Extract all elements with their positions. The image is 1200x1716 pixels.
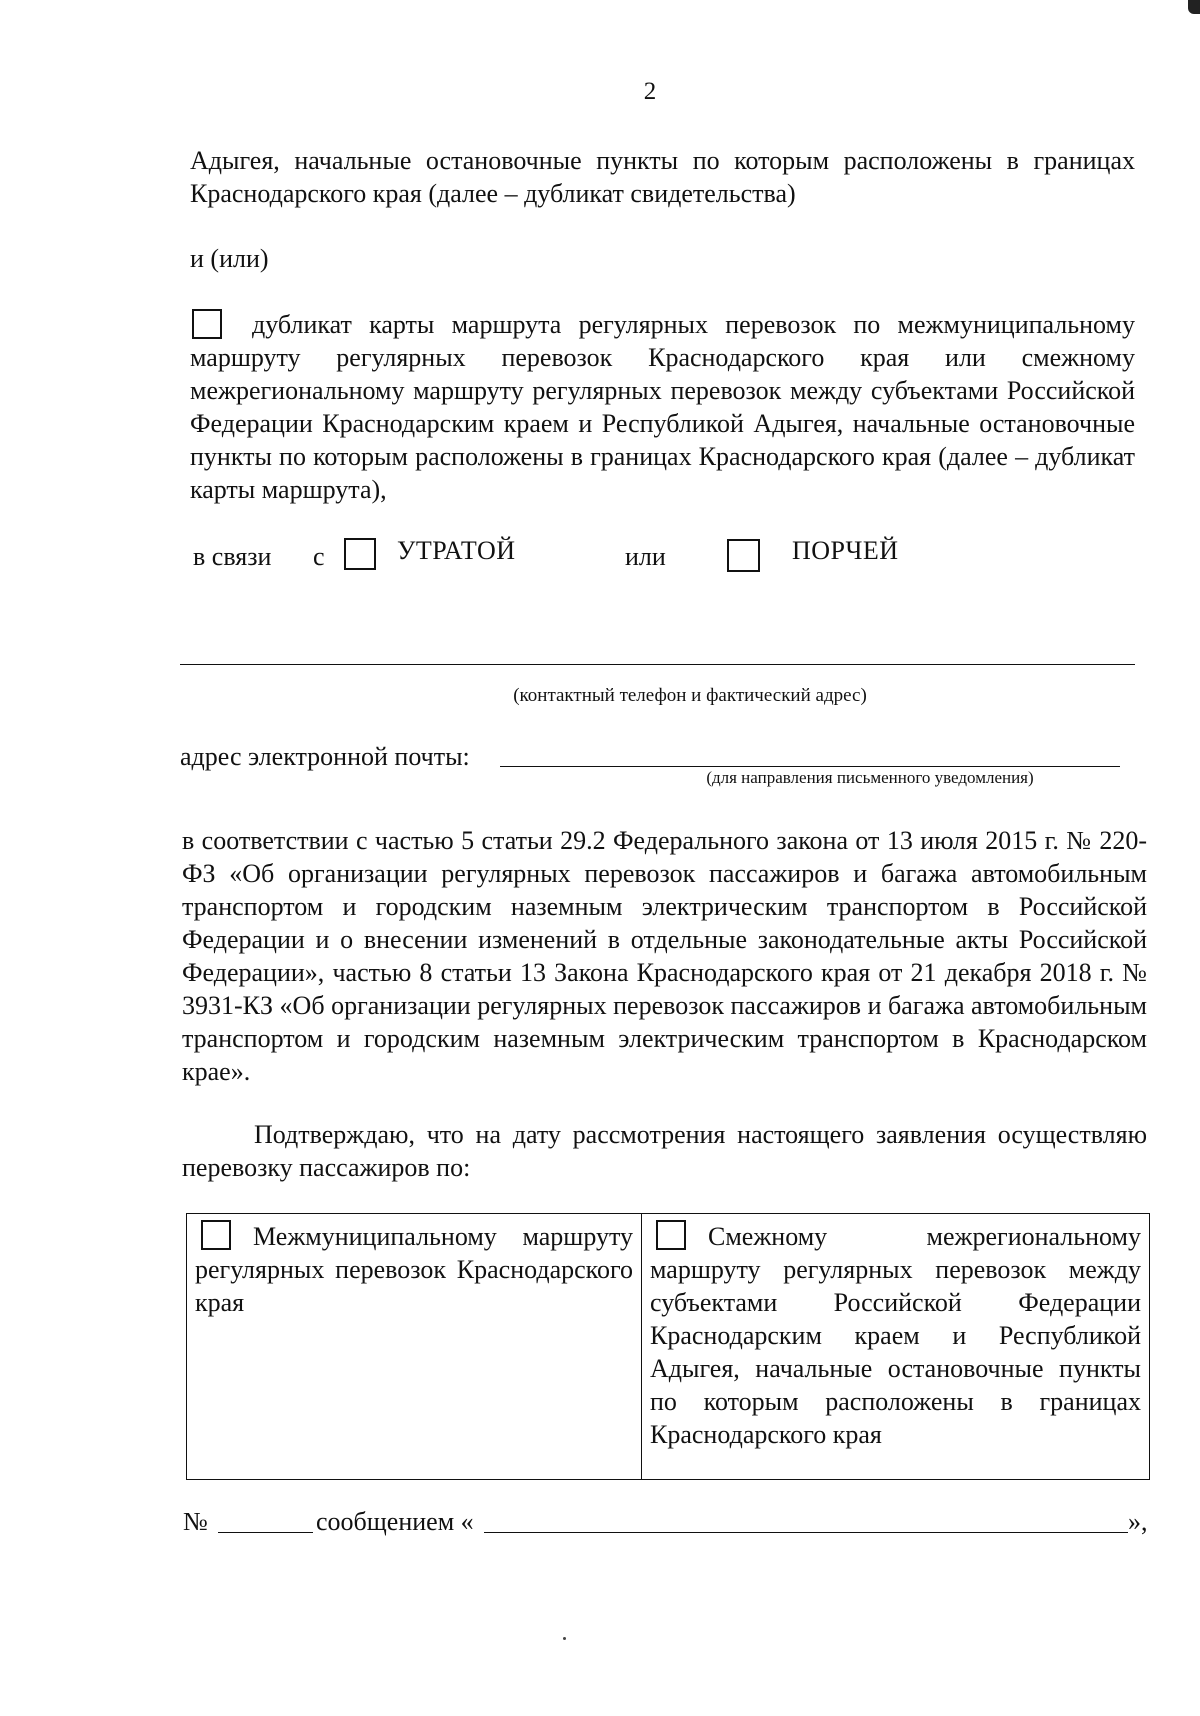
message-number-line[interactable] bbox=[218, 1532, 313, 1533]
reason-or: или bbox=[625, 542, 666, 571]
route-cell-municipal bbox=[187, 1214, 642, 1480]
and-or-label: и (или) bbox=[190, 244, 269, 273]
intro-line-1: Адыгея, начальные остановочные пункты по которым расположены в границах bbox=[190, 146, 1135, 175]
scan-dot bbox=[563, 1637, 566, 1640]
legal-basis-text: в соответствии с частью 5 статьи 29.2 Федерального закона от 13 июля 2015 г. № 220-ФЗ «Об организации регулярных перевозок пассажиров и багажа автомобильным транспортом и городским наземным электрическим транспортом в Российской Федерации и о внесении изменений в отдельные законодательные акты Российской Федерации», частью 8 статьи 13 Закона Краснодарского края от 21 декабря 2018 г. № 3931-КЗ «Об организации регулярных перевозок пассажиров и багажа автомобильным транспортом и городским наземным электрическим транспортом в Краснодарском крае». bbox=[182, 826, 1147, 1086]
municipal-route-text: Межмуниципальному маршруту регулярных перевозок Краснодарского края bbox=[195, 1222, 633, 1317]
duplicate-map-text: дубликат карты маршрута регулярных перевозок по межмуниципальному маршруту регулярных перевозок Краснодарского края или смежному межрегиональному маршруту регулярных перевозок между субъектами Российской Федерации Краснодарским краем и Республикой Адыгея, начальные остановочные пункты по которым расположены в границах Краснодарского края (далее – дубликат карты маршрута), bbox=[190, 310, 1135, 504]
email-caption: (для направления письменного уведомления) bbox=[706, 768, 1034, 787]
damage-checkbox[interactable] bbox=[727, 539, 760, 572]
contact-caption: (контактный телефон и фактический адрес) bbox=[513, 685, 867, 706]
email-label: адрес электронной почты: bbox=[180, 742, 470, 771]
confirm-text: Подтверждаю, что на дату рассмотрения настоящего заявления осуществляю перевозку пассажиров по: bbox=[182, 1120, 1147, 1182]
route-cell-interregional bbox=[642, 1214, 1150, 1480]
damage-label: ПОРЧЕЙ bbox=[792, 536, 899, 565]
intro-line-2: Краснодарского края (далее – дубликат свидетельства) bbox=[190, 179, 796, 208]
email-input-line[interactable] bbox=[500, 766, 1120, 767]
message-text-line[interactable] bbox=[484, 1532, 1128, 1533]
message-number-sign: № bbox=[183, 1507, 208, 1536]
loss-label: УТРАТОЙ bbox=[397, 536, 516, 565]
message-closing: », bbox=[1128, 1507, 1148, 1536]
municipal-route-checkbox[interactable] bbox=[201, 1220, 231, 1250]
interregional-route-text: Смежному межрегиональному маршруту регулярных перевозок между субъектами Российской Федерации Краснодарским краем и Республикой Адыгея, начальные остановочные пункты по которым расположены в границах Краснодарского края bbox=[650, 1222, 1141, 1449]
loss-checkbox[interactable] bbox=[344, 538, 376, 570]
interregional-route-checkbox[interactable] bbox=[656, 1220, 686, 1250]
scan-mark bbox=[1188, 0, 1200, 14]
reason-row bbox=[190, 536, 950, 576]
contact-input-line[interactable] bbox=[180, 664, 1135, 665]
reason-conj: с bbox=[313, 542, 325, 571]
route-type-row bbox=[187, 1214, 1150, 1480]
reason-prefix: в связи bbox=[193, 542, 272, 571]
message-label: сообщением « bbox=[316, 1507, 474, 1536]
page-number: 2 bbox=[643, 78, 657, 105]
route-type-table bbox=[186, 1213, 1150, 1480]
